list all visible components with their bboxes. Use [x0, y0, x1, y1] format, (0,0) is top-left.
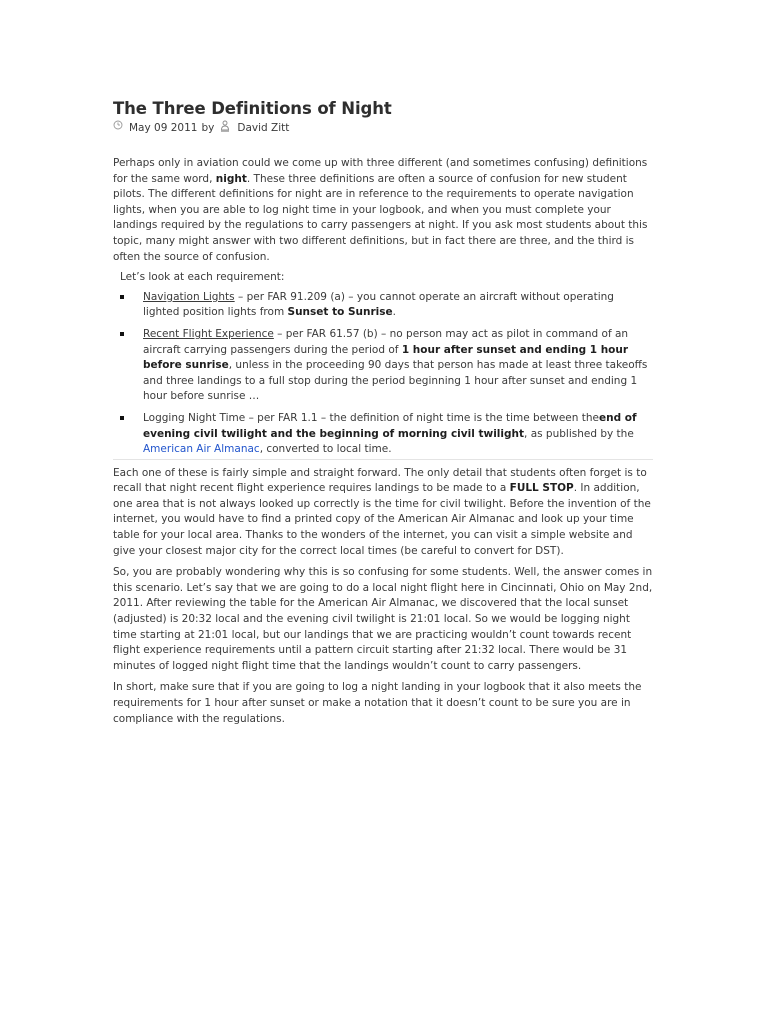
list-item [113, 411, 653, 458]
list-item [113, 290, 653, 321]
requirement-text: – per FAR 91.209 (a) – you cannot operate an aircraft without operating lighted position lights from [143, 290, 614, 319]
requirement-text: – per FAR 61.57 (b) – no person may act as pilot in command of an aircraft carrying passengers during the period of [143, 327, 629, 356]
article-meta [113, 121, 653, 135]
intro-paragraph [113, 156, 653, 265]
body-paragraph [113, 466, 653, 560]
list-item [113, 327, 653, 405]
article-title: The Three Definitions of Night [113, 99, 392, 118]
requirement-bold: 1 hour after sunset and ending 1 hour before sunrise [143, 343, 629, 372]
para-bold-full-stop: FULL STOP [509, 482, 574, 495]
intro-bold-night: night [215, 172, 247, 185]
requirement-text-mid: , as published by the [524, 427, 634, 440]
bullet-marker [120, 416, 124, 420]
requirement-text-end: . [392, 306, 396, 319]
bullet-marker [120, 295, 124, 299]
requirement-label: Logging Night Time [143, 411, 246, 424]
requirement-text-end: , unless in the proceeding 90 days that person has made at least three takeoffs and three landings to a full stop during the period beginning 1 hour after sunset and ending 1 hour before sunrise … [143, 359, 648, 403]
american-air-almanac-link[interactable]: American Air Almanac [143, 443, 260, 456]
requirement-text-end: , converted to local time. [259, 443, 392, 456]
clock-icon [113, 120, 123, 130]
para-text-1: Each one of these is fairly simple and straight forward. The only detail that students often forget is to recall that night recent flight experience requires landings to be made to a [113, 466, 647, 495]
byline-by: by [201, 122, 215, 134]
requirement-text: – per FAR 1.1 – the definition of night time is the time between the [245, 411, 599, 424]
person-icon [220, 120, 230, 130]
lead-line: Let’s look at each requirement: [120, 271, 285, 284]
intro-text-1: Perhaps only in aviation could we come up with three different (and sometimes confusing) definitions for the same word, [113, 157, 648, 185]
article [113, 98, 653, 727]
body-paragraph: So, you are probably wondering why this is so confusing for some students. Well, the answer comes in this scenario. Let’s say that we are going to do a local night flight here in Cincinnati, Ohio on May 2nd, 2011. After reviewing the table for the American Air Almanac, we discovered that the local sunset (adjusted) is 20:32 local and the evening civil twilight is 21:01 local. So we would be logging night time starting at 21:01 local, but our landings that we are practicing wouldn’t count towards recent flight experience requirements until a pattern circuit starting after 21:32 local. There would be 31 minutes of logged night flight time that the landings wouldn’t count to carry passengers. [113, 566, 653, 672]
post-date: May 09 2011 [129, 122, 198, 134]
requirement-label: Recent Flight Experience [143, 327, 274, 340]
body-paragraph: In short, make sure that if you are going to log a night landing in your logbook that it also meets the requirements for 1 hour after sunset or make a notation that it doesn’t count to be sure you are in compliance with the regulations. [113, 681, 642, 725]
requirement-bold: Sunset to Sunrise [287, 306, 393, 319]
intro-text-2: . These three definitions are often a source of confusion for new student pilots. The different definitions for night are in reference to the requirements to operate navigation lights, when you are able to log night time in your logbook, and when you must complete your landings required by the regulations to carry passengers at night. If you ask most students about this topic, many might answer with two different definitions, but in fact there are three, and the third is often the source of confusion. [113, 172, 648, 263]
author-name[interactable]: David Zitt [237, 122, 290, 134]
requirement-bold: end of evening civil twilight and the beginning of morning civil twilight [143, 411, 637, 440]
bullet-marker [120, 332, 124, 336]
requirements-list [113, 290, 653, 460]
requirement-label: Navigation Lights [143, 290, 235, 303]
para-text-2: . In addition, one area that is not always looked up correctly is the time for civil twilight. Before the invention of the internet, you would have to find a printed copy of the American Air Almanac and look up your time table for your local area. Thanks to the wonders of the internet, you can visit a simple website and give your closest major city for the correct local times (be careful to convert for DST). [113, 482, 651, 557]
